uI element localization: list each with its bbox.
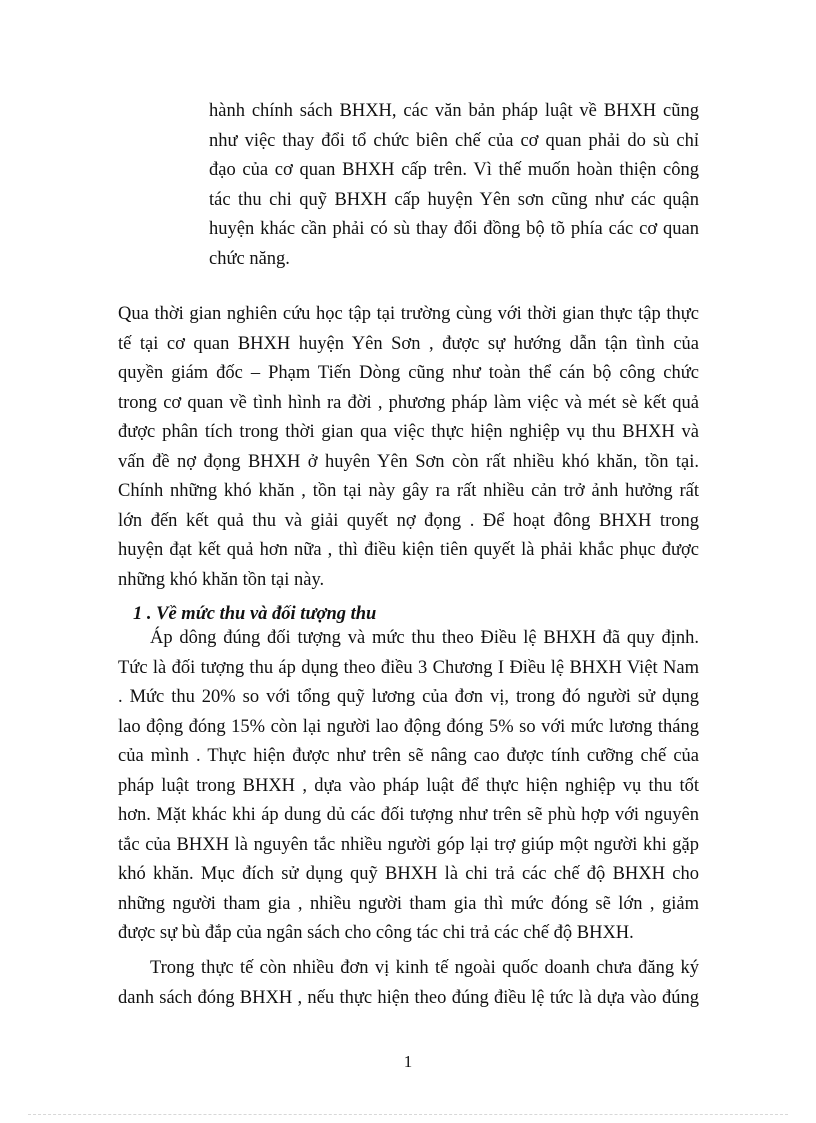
text-line: Qua thời gian nghiên cứu học tập tại trường cùng với thời gian thực tập thực bbox=[118, 304, 699, 324]
text-line: tế tại cơ quan BHXH huyện Yên Sơn , được sự hướng dẫn tận tình của bbox=[118, 333, 699, 354]
text-line: quyền giám đốc – Phạm Tiến Dòng cũng như toàn thể cán bộ công chức bbox=[118, 363, 699, 383]
text-line: những khó khăn tồn tại này. bbox=[118, 569, 325, 590]
text-line: như việc thay đổi tổ chức biên chế của cơ quan phải do sù chỉ bbox=[209, 130, 699, 151]
main-paragraph bbox=[118, 300, 699, 595]
text-line: Chính những khó khăn , tồn tại này gây ra rất nhiều cản trở ảnh hưởng rất bbox=[118, 481, 699, 501]
text-line: tác thu chi quỹ BHXH cấp huyện Yên sơn cũng như các quận bbox=[209, 189, 699, 210]
text-line: của mình . Thực hiện được như trên sẽ nâng cao được tính cưỡng chế của bbox=[118, 746, 699, 766]
text-line: lớn đến kết quả thu và giải quyết nợ đọng . Để hoạt đông BHXH trong bbox=[118, 510, 699, 531]
text-line: vấn đề nợ đọng BHXH ở huyên Yên Sơn còn rất nhiều khó khăn, tồn tại. bbox=[118, 451, 699, 472]
text-line: . Mức thu 20% so với tổng quỹ lương của đơn vị, trong đó người sử dụng bbox=[118, 687, 699, 707]
text-line: danh sách đóng BHXH , nếu thực hiện theo đúng điều lệ tức là dựa vào đúng bbox=[118, 987, 699, 1008]
footer-divider bbox=[28, 1114, 788, 1115]
text-line: hơn. Mặt khác khi áp dung dủ các đối tượng như trên sẽ phù hợp với nguyên bbox=[118, 805, 699, 825]
text-line: tắc của BHXH là nguyên tắc nhiều người góp lại trợ giúp một người khi gặp bbox=[118, 834, 699, 855]
text-line: huyện khác cần phải có sù thay đổi đồng bộ tõ phía các cơ quan bbox=[209, 219, 699, 239]
text-line: huyện đạt kết quả hơn nữa , thì điều kiện tiên quyết là phải khắc phục được bbox=[118, 540, 699, 560]
text-line: trong cơ quan về tình hình ra đời , phương pháp làm việc và mét sè kết quả bbox=[118, 392, 699, 413]
section-heading: 1 . Về mức thu và đối tượng thu bbox=[133, 604, 377, 624]
text-line: những người tham gia , nhiều người tham gia thì mức đóng sẽ lớn , giảm bbox=[118, 893, 699, 914]
section-paragraph bbox=[118, 624, 699, 949]
text-line: được sự bù đắp của ngân sách cho công tác chi trả các chế độ BHXH. bbox=[118, 923, 634, 943]
page-number: 1 bbox=[403, 1052, 413, 1071]
text-line: hành chính sách BHXH, các văn bản pháp luật về BHXH cũng bbox=[209, 101, 699, 121]
text-line: khó khăn. Mục đích sử dụng quỹ BHXH là chi trả các chế độ BHXH cho bbox=[118, 864, 699, 884]
text-line: Áp dông đúng đối tượng và mức thu theo Điều lệ BHXH đã quy định. bbox=[150, 628, 699, 648]
text-line: Tức là đối tượng thu áp dụng theo điều 3 Chương I Điều lệ BHXH Việt Nam bbox=[118, 657, 699, 678]
text-line: đạo của cơ quan BHXH cấp trên. Vì thế muốn hoàn thiện công bbox=[209, 160, 699, 180]
continuing-paragraph bbox=[118, 954, 699, 1013]
text-line: Trong thực tế còn nhiều đơn vị kinh tế ngoài quốc doanh chưa đăng ký bbox=[150, 958, 699, 978]
text-line: được phân tích trong thời gian qua việc thực hiện nghiệp vụ thu BHXH và bbox=[118, 422, 699, 442]
text-line: lao động đóng 15% còn lại người lao động đóng 5% so với mức lương tháng bbox=[118, 716, 699, 737]
indented-paragraph bbox=[209, 97, 699, 274]
text-line: pháp luật trong BHXH , dựa vào pháp luật để thực hiện nghiệp vụ thu tốt bbox=[118, 775, 699, 796]
text-line: chức năng. bbox=[209, 248, 290, 269]
